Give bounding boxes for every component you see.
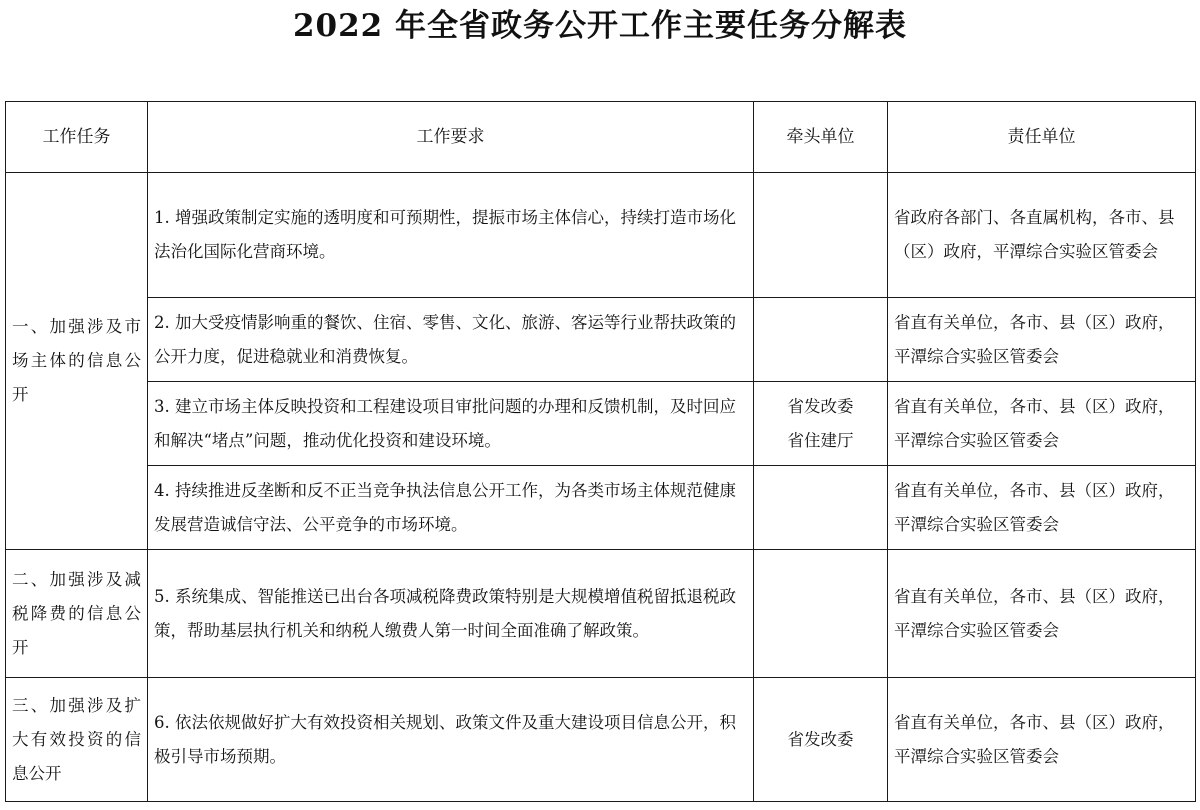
table-row	[6, 466, 1196, 550]
lead-unit: 省住建厅	[787, 430, 854, 450]
task-cell: 三、加强涉及扩大有效投资的信息公开	[6, 678, 148, 802]
lead-cell	[754, 298, 888, 382]
lead-unit: 省发改委	[787, 396, 854, 416]
requirement-cell: 6. 依法依规做好扩大有效投资相关规划、政策文件及重大建设项目信息公开，积极引导市场预期。	[148, 678, 754, 802]
responsible-cell: 省直有关单位，各市、县（区）政府，平潭综合实验区管委会	[888, 466, 1196, 550]
requirement-cell: 5. 系统集成、智能推送已出台各项减税降费政策特别是大规模增值税留抵退税政策，帮助基层执行机关和纳税人缴费人第一时间全面准确了解政策。	[148, 550, 754, 678]
lead-cell	[754, 550, 888, 678]
header-task: 工作任务	[6, 102, 148, 173]
lead-cell: 省发改委	[754, 678, 888, 802]
table-row	[6, 173, 1196, 298]
lead-cell	[754, 466, 888, 550]
responsible-cell: 省直有关单位，各市、县（区）政府，平潭综合实验区管委会	[888, 678, 1196, 802]
task-cell: 一、加强涉及市场主体的信息公开	[6, 173, 148, 550]
responsible-cell: 省直有关单位，各市、县（区）政府，平潭综合实验区管委会	[888, 382, 1196, 466]
lead-cell	[754, 382, 888, 466]
header-responsible: 责任单位	[888, 102, 1196, 173]
table-row	[6, 550, 1196, 678]
table-header-row	[6, 102, 1196, 173]
lead-cell	[754, 173, 888, 298]
requirement-cell: 1. 增强政策制定实施的透明度和可预期性，提振市场主体信心，持续打造市场化法治化国际化营商环境。	[148, 173, 754, 298]
header-requirement: 工作要求	[148, 102, 754, 173]
header-lead: 牵头单位	[754, 102, 888, 173]
table-row	[6, 298, 1196, 382]
task-cell: 二、加强涉及减税降费的信息公开	[6, 550, 148, 678]
requirement-cell: 4. 持续推进反垄断和反不正当竞争执法信息公开工作，为各类市场主体规范健康发展营造诚信守法、公平竞争的市场环境。	[148, 466, 754, 550]
requirement-cell: 3. 建立市场主体反映投资和工程建设项目审批问题的办理和反馈机制，及时回应和解决“堵点”问题，推动优化投资和建设环境。	[148, 382, 754, 466]
page-title: 2022 年全省政务公开工作主要任务分解表	[292, 8, 908, 44]
table-row	[6, 678, 1196, 802]
table-row	[6, 382, 1196, 466]
responsible-cell: 省政府各部门、各直属机构，各市、县（区）政府，平潭综合实验区管委会	[888, 173, 1196, 298]
responsible-cell: 省直有关单位，各市、县（区）政府，平潭综合实验区管委会	[888, 550, 1196, 678]
task-table	[5, 101, 1196, 802]
responsible-cell: 省直有关单位，各市、县（区）政府，平潭综合实验区管委会	[888, 298, 1196, 382]
requirement-cell: 2. 加大受疫情影响重的餐饮、住宿、零售、文化、旅游、客运等行业帮扶政策的公开力度，促进稳就业和消费恢复。	[148, 298, 754, 382]
